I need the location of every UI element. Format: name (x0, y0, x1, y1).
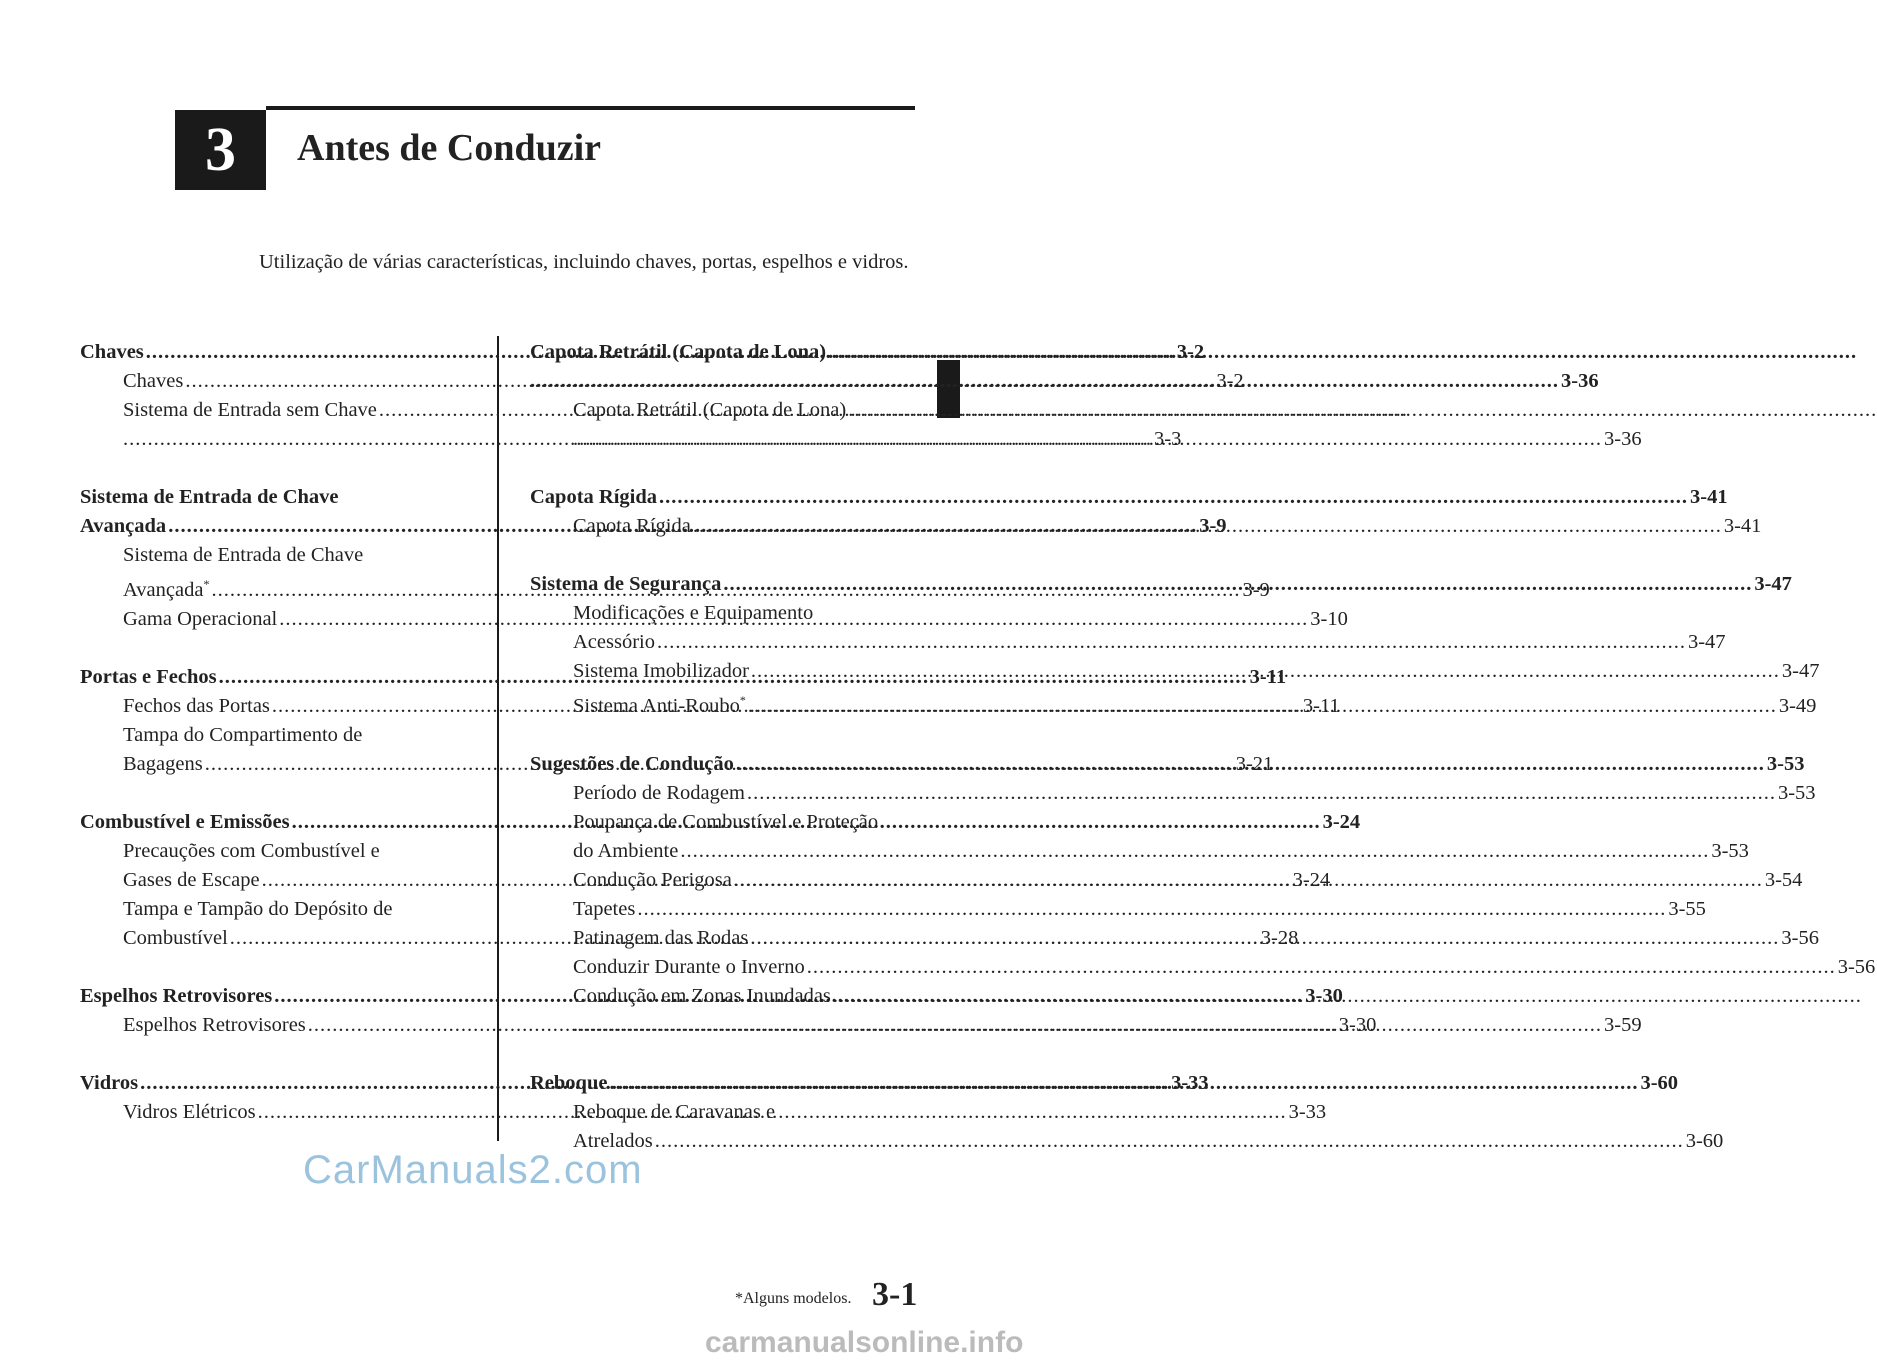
toc-entry[interactable]: Modificações e Equipamento Acessório ..... 3-47 (530, 599, 914, 657)
toc-section-title[interactable]: Combustível e Emissões ..... 3-24 (80, 808, 466, 837)
chapter-number: 3 (205, 115, 236, 184)
toc-section-title[interactable]: Portas e Fechos ..... 3-11 (80, 663, 466, 692)
title-rule (266, 106, 915, 110)
footnote: *Alguns modelos. (735, 1290, 852, 1307)
toc-entry[interactable]: Sistema de Entrada de Chave Avançada* ..... 3-9 (80, 541, 466, 605)
toc-section-title[interactable]: Chaves ..... 3-2 (80, 338, 466, 367)
toc-section-title[interactable]: Espelhos Retrovisores ..... 3-30 (80, 982, 466, 1011)
optional-feature-mark: * (203, 577, 210, 591)
toc-entry[interactable]: Gama Operacional ..... 3-10 (80, 605, 466, 634)
chapter-title: Antes de Conduzir (297, 127, 602, 169)
toc-entry[interactable]: Fechos das Portas ..... 3-11 (80, 692, 466, 721)
toc-section-title[interactable]: Capota Rígida ..... 3-41 (530, 483, 914, 512)
toc-entry[interactable]: Vidros Elétricos ..... 3-33 (80, 1098, 466, 1127)
toc-entry[interactable]: Sistema Imobilizador ..... 3-47 (530, 657, 914, 686)
optional-feature-mark: * (739, 693, 746, 707)
toc-section-title[interactable]: Sugestões de Condução ..... 3-53 (530, 750, 914, 779)
toc-section-title[interactable]: Reboque ..... 3-60 (530, 1069, 914, 1098)
toc-entry[interactable]: Tapetes ..... 3-55 (530, 895, 914, 924)
toc-section-title[interactable]: Vidros ..... 3-33 (80, 1069, 466, 1098)
site-watermark: carmanualsonline.info (705, 1326, 1024, 1359)
toc-entry[interactable]: Reboque de Caravanas e Atrelados ..... 3-60 (530, 1098, 914, 1156)
toc-section-title[interactable]: Sistema de Entrada de Chave Avançada ..... 3-9 (80, 483, 466, 541)
chapter-intro: Utilização de várias características, incluindo chaves, portas, espelhos e vidros. (259, 251, 909, 273)
toc-entry[interactable]: Patinagem das Rodas ..... 3-56 (530, 924, 914, 953)
page-number: 3-1 (872, 1276, 918, 1313)
chapter-number-box (175, 110, 266, 190)
toc-entry[interactable]: Capota Rígida ..... 3-41 (530, 512, 914, 541)
toc-entry[interactable]: Chaves ..... 3-2 (80, 367, 466, 396)
toc-entry[interactable]: Conduzir Durante o Inverno ..... 3-56 (530, 953, 914, 982)
toc-entry[interactable]: Sistema Anti-Roubo* ..... 3-49 (530, 686, 914, 721)
toc-entry[interactable]: Condução em Zonas Inundadas ..... ..... 3-59 (530, 982, 914, 1040)
toc-section-title[interactable]: Capota Retrátil (Capota de Lona) ..... ..... 3-36 (530, 338, 914, 396)
toc-entry[interactable]: Período de Rodagem ..... 3-53 (530, 779, 914, 808)
toc-section-title[interactable]: Sistema de Segurança ..... 3-47 (530, 570, 914, 599)
watermark-logo: CarManuals2.com (303, 1148, 643, 1192)
toc-entry[interactable]: Tampa do Compartimento de Bagagens ..... 3-21 (80, 721, 466, 779)
toc-entry[interactable]: Capota Retrátil (Capota de Lona) ..... ..... 3-36 (530, 396, 914, 454)
toc-entry[interactable]: Espelhos Retrovisores ..... 3-30 (80, 1011, 466, 1040)
toc-entry[interactable]: Precauções com Combustível e Gases de Escape ..... 3-24 (80, 837, 466, 895)
toc-entry[interactable]: Sistema de Entrada sem Chave ..... ..... 3-3 (80, 396, 466, 454)
toc-entry[interactable]: Poupança de Combustível e Proteção do Ambiente ..... 3-53 (530, 808, 914, 866)
toc-entry[interactable]: Condução Perigosa ..... 3-54 (530, 866, 914, 895)
toc-entry[interactable]: Tampa e Tampão do Depósito de Combustível ..... 3-28 (80, 895, 466, 953)
